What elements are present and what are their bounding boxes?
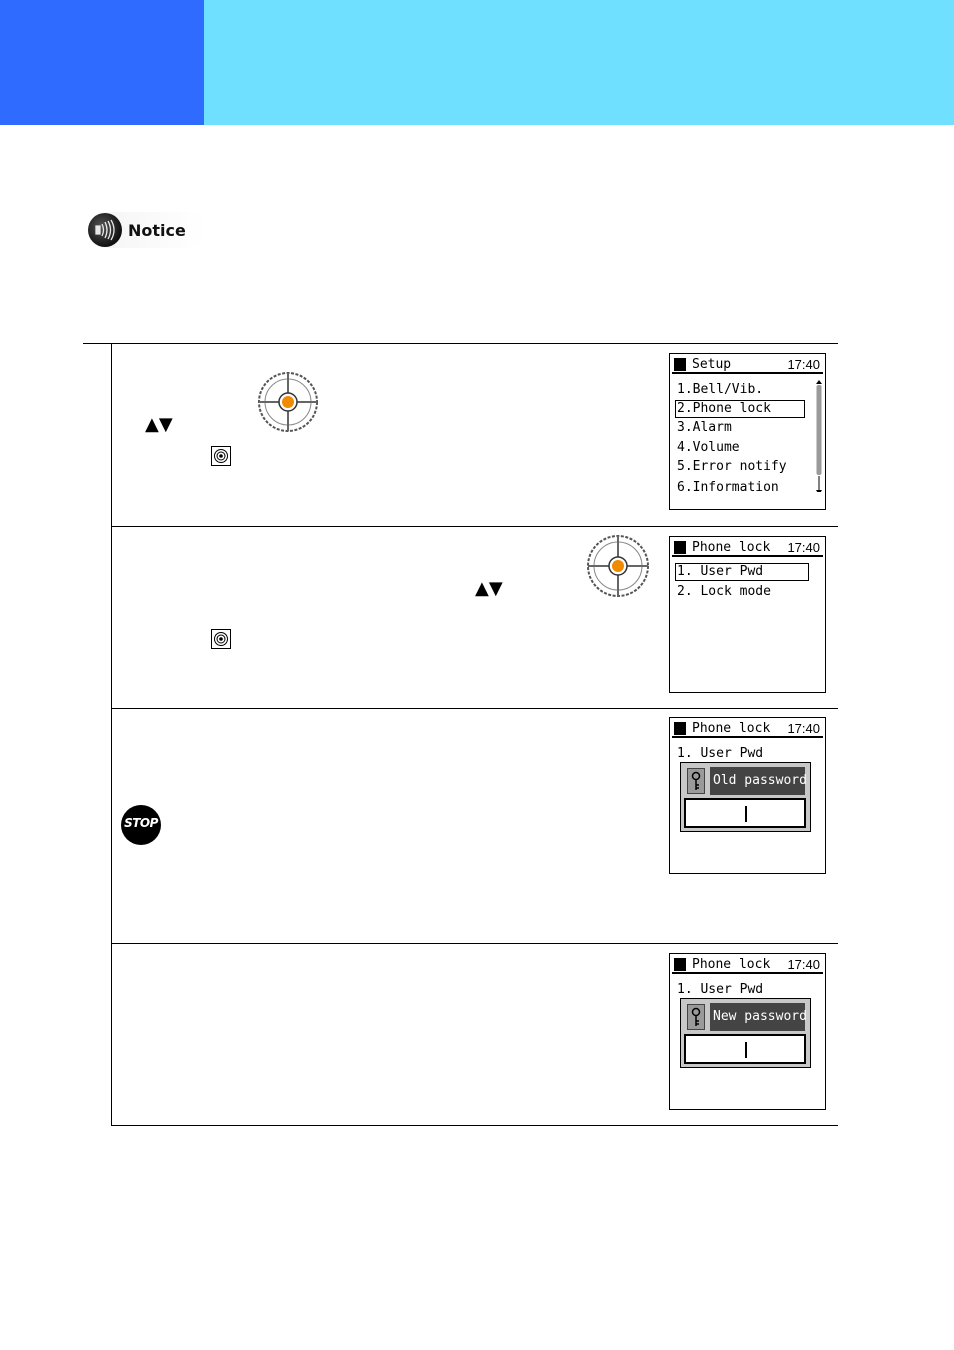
table-step-column-rule [111,343,112,1126]
password-input[interactable] [684,798,806,828]
menu-item[interactable]: 2.Phone lock [677,401,771,416]
header-band-dark [0,0,204,125]
table-row-divider [111,708,838,709]
up-down-arrows-icon: ▲▼ [145,414,173,435]
screen-title: Phone lock [692,957,771,972]
key-icon [687,1004,705,1030]
key-icon [687,768,705,794]
phone-screen-phone-lock [669,536,826,693]
menu-item[interactable]: 6.Information [677,480,779,495]
menu-item: 1. User Pwd [677,982,764,997]
nav-key-icon [255,370,321,434]
status-block-icon [674,958,686,971]
table-row-divider [111,526,838,527]
menu-item: 1. User Pwd [677,746,764,761]
password-dialog [680,762,811,832]
phone-screen-old-password [669,717,826,874]
up-down-arrows-icon: ▲▼ [475,578,503,599]
ok-key-icon [211,446,231,466]
screen-title: Phone lock [692,721,771,736]
phone-screen-setup [669,353,826,510]
nav-key-icon [585,533,651,599]
stop-icon: STOP [121,805,161,845]
screen-title-bar [672,956,823,974]
password-dialog-label: New password [710,1003,805,1031]
menu-item[interactable]: 1. User Pwd [677,564,764,579]
scrollbar[interactable] [815,380,823,492]
table-top-rule [83,343,838,344]
notice-label: Notice [128,221,186,240]
text-cursor [745,1042,747,1058]
status-block-icon [674,722,686,735]
phone-screen-new-password [669,953,826,1110]
table-row-divider [111,943,838,944]
notice-badge [88,212,206,248]
status-block-icon [674,541,686,554]
password-dialog-label: Old password [710,767,805,795]
screen-title: Setup [692,357,732,372]
password-input[interactable] [684,1034,806,1064]
ok-key-icon [211,629,231,649]
table-bottom-rule [111,1125,838,1126]
screen-clock: 17:40 [787,540,820,555]
menu-item[interactable]: 3.Alarm [677,420,732,435]
status-block-icon [674,358,686,371]
menu-item[interactable]: 2. Lock mode [677,584,771,599]
menu-item[interactable]: 1.Bell/Vib. [677,382,764,397]
screen-title-bar [672,720,823,738]
screen-title-bar [672,539,823,557]
screen-clock: 17:40 [787,721,820,736]
speaker-icon [88,213,122,247]
header-band-light [204,0,954,125]
password-dialog [680,998,811,1068]
text-cursor [745,806,747,822]
screen-clock: 17:40 [787,957,820,972]
menu-item[interactable]: 4.Volume [677,440,740,455]
screen-title: Phone lock [692,540,771,555]
screen-clock: 17:40 [787,357,820,372]
screen-title-bar [672,356,823,374]
menu-item[interactable]: 5.Error notify [677,459,787,474]
